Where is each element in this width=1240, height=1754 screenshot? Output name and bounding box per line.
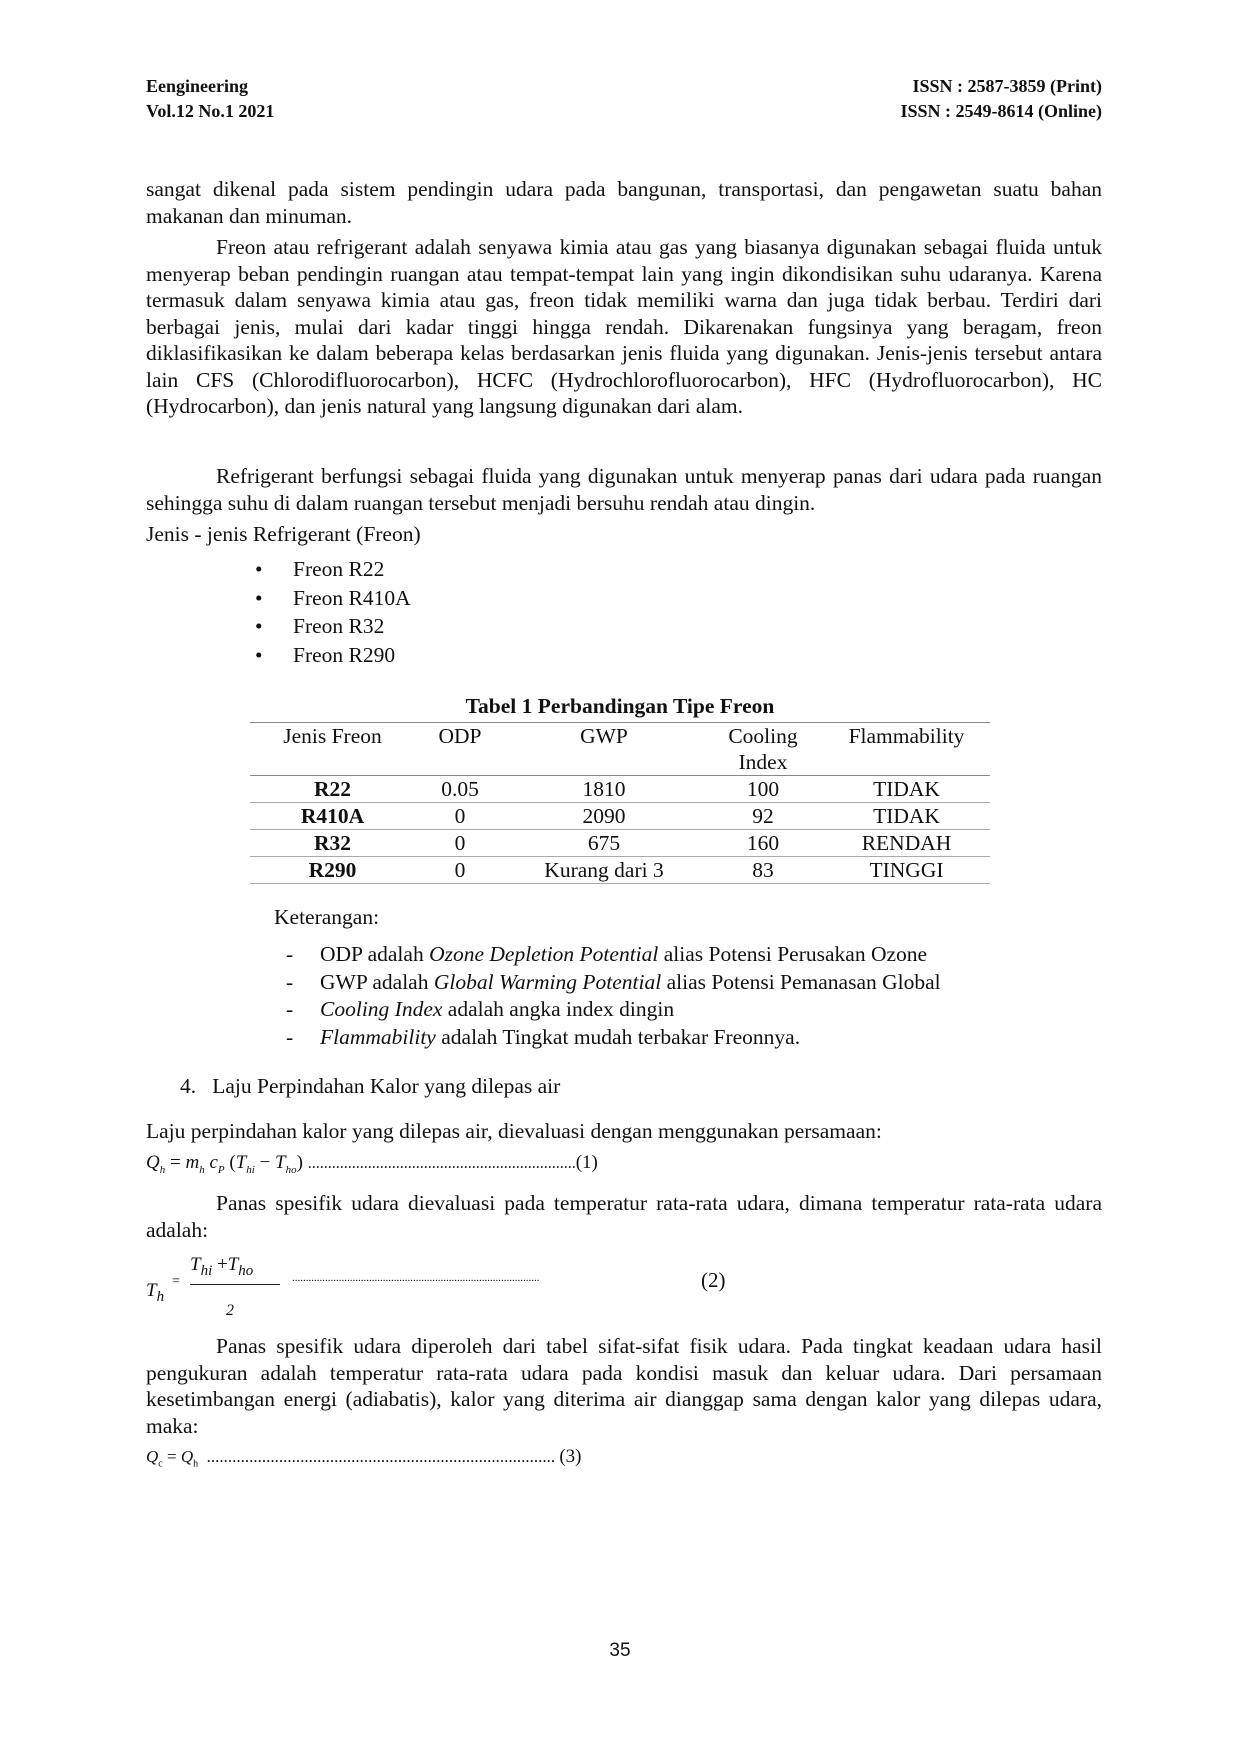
journal-name: Eengineering [146,76,248,96]
paragraph-1-block [146,176,1102,229]
table-header-cell: ODP [438,724,482,748]
header-right [900,74,1102,124]
list-item: - GWP adalah Global Warming Potential alias Potensi Pemanasan Global [286,969,941,994]
table-cell: 92 [752,804,774,828]
paragraph-2-block [146,234,1102,420]
freon-comparison-table [250,722,990,884]
journal-volume: Vol.12 No.1 2021 [146,101,275,121]
table-cell: R22 [313,777,352,801]
keterangan-list [286,941,941,1051]
equation-number: (3) [559,1446,582,1467]
table-header-cell: GWP [580,724,628,748]
list-title: Jenis - jenis Refrigerant (Freon) [146,522,421,546]
header-left [146,74,274,124]
list-item: - Flammability adalah Tingkat mudah terbakar Freonnya. [286,1024,801,1049]
paragraph-after-eq2-block [146,1333,1102,1439]
table-cell: TIDAK [873,777,940,801]
table-cell: 0 [454,858,466,882]
paragraph-3: Refrigerant berfungsi sebagai fluida yang digunakan untuk menyerap panas dari udara pada ruangan sehingga suhu di dalam ruangan tersebut menjadi bersuhu rendah atau dingin. [146,464,1102,515]
table-header-cell: Cooling Index [728,724,798,774]
section-heading [180,1074,560,1099]
freon-bullet-list [255,555,411,669]
table-cell: R32 [313,831,352,855]
list-title-block [146,521,1102,548]
table-row [250,830,990,857]
table-row [250,776,990,803]
bullet-icon: • [255,557,263,581]
list-item: • Freon R22 [255,555,411,584]
paragraph-3-block [146,463,1102,516]
list-item: - Cooling Index adalah angka index dingin [286,997,675,1021]
table-cell: TINGGI [869,858,944,882]
list-item: - ODP adalah Ozone Depletion Potential alias Potensi Perusakan Ozone [286,942,928,966]
table-row [250,857,990,884]
bullet-icon: • [255,642,263,667]
table-cell: TIDAK [873,804,940,828]
list-item: • Freon R290 [255,641,411,670]
paragraph-2: Freon atau refrigerant adalah senyawa kimia atau gas yang biasanya digunakan sebagai fluida untuk menyerap beban pendingin ruangan atau tempat-tempat lain yang ingin dikondisikan suhu udaranya. Karena termasuk dalam senyawa kimia atau gas, freon tidak memiliki warna dan juga tidak berbau. Terdiri dari berbagai jenis, mulai dari kadar tinggi hingga rendah. Dikarenakan fungsinya yang beragam, freon diklasifikasikan ke dalam beberapa kelas berdasarkan jenis fluida yang digunakan. Jenis-jenis tersebut antara lain CFS (Chlorodifluorocarbon), HCFC (Hydrochlorofluorocarbon), HFC (Hydrofluorocarbon), HC (Hydrocarbon), dan jenis natural yang langsung digunakan dari alam. [146,235,1102,418]
list-item: • Freon R410A [255,584,411,613]
paragraph-after-eq1: Panas spesifik udara dievaluasi pada temperatur rata-rata udara, dimana temperatur rata-rata udara adalah: [146,1191,1102,1242]
table-cell: 83 [752,858,774,882]
fraction-bar [190,1284,280,1285]
table-cell: 675 [587,831,621,855]
equation-2: $T_h$ = $T_{hi} +T_{ho}$ 2 .......................................................................................... (2) [146,1254,726,1319]
table-cell: 0.05 [441,777,479,801]
section-number: 4. [180,1074,197,1098]
issn-print: ISSN : 2587-3859 (Print) [912,76,1102,96]
table-caption: Tabel 1 Perbandingan Tipe Freon [465,694,775,718]
section-intro-block [146,1118,1102,1145]
table-cell: 0 [454,804,466,828]
section-title: Laju Perpindahan Kalor yang dilepas air [212,1074,561,1098]
section-intro: Laju perpindahan kalor yang dilepas air, dievaluasi dengan menggunakan persamaan: [146,1119,882,1143]
table-cell: R410A [300,804,365,828]
equation-number: (2) [701,1268,726,1292]
table-header-row [250,723,990,776]
paragraph-after-eq2: Panas spesifik udara diperoleh dari tabel sifat-sifat fisik udara. Pada tingkat keadaan udara hasil pengukuran adalah temperatur rata-rata udara pada kondisi masuk dan keluar udara. Dari persamaan kesetimbangan energi (adiabatis), kalor yang diterima air dianggap sama dengan kalor yang dilepas udara, maka: [146,1334,1102,1438]
list-item: • Freon R32 [255,612,411,641]
issn-online: ISSN : 2549-8614 (Online) [900,101,1102,121]
paragraph-after-eq1-block [146,1190,1102,1243]
bullet-icon: • [255,614,263,638]
paragraph-1: sangat dikenal pada sistem pendingin udara pada bangunan, transportasi, dan pengawetan suatu bahan makanan dan minuman. [146,177,1102,228]
keterangan-title: Keterangan: [274,905,380,929]
table-cell: 0 [454,831,466,855]
table-cell: Kurang dari 3 [544,858,664,882]
table-header-cell: Jenis Freon [283,724,382,748]
table-cell: 2090 [582,804,626,828]
bullet-icon: • [255,585,263,610]
table-cell: RENDAH [861,831,952,855]
table-cell: 100 [746,777,780,801]
table-cell: 1810 [582,777,626,801]
table-cell: R290 [308,858,357,882]
equation-3: $Q_c = Q_h$ .................................................................................. (3) [146,1446,582,1470]
table-row [250,803,990,830]
page-number: 35 [609,1640,631,1661]
equation-1: $Q_h = m_h$ $c_P$ $(T_{hi} - T_{ho})$ ...................................................................(1) [146,1152,598,1176]
equation-number: (1) [575,1152,598,1173]
table-cell: 160 [746,831,780,855]
table-header-cell: Flammability [848,724,965,748]
